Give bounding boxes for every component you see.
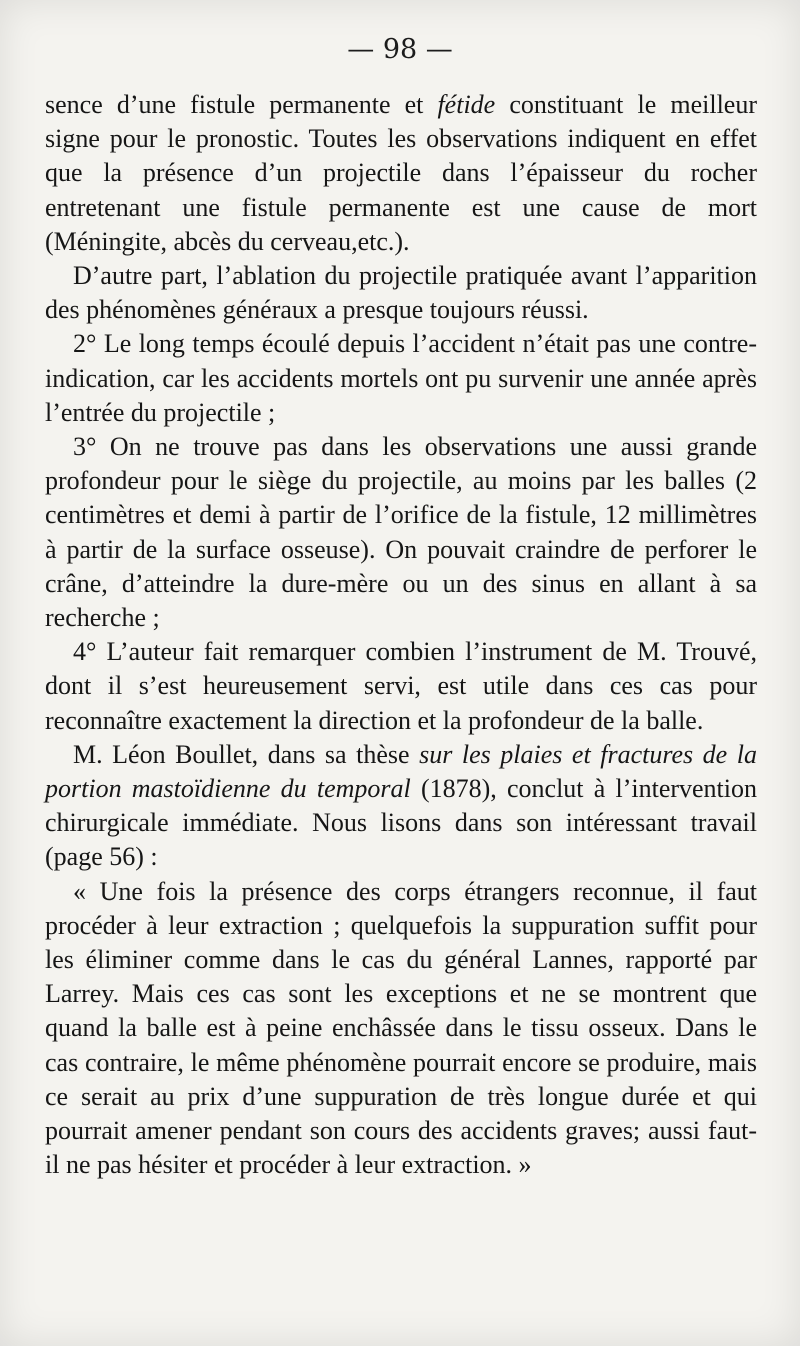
paragraph-text: D’autre part, l’ablation du projectile pratiquée avant l’apparition des phénomènes généraux a presque toujours réussi. <box>45 261 757 325</box>
paragraph-p4 <box>45 430 757 635</box>
paragraph-text: sence d’une fistule permanente et <box>45 90 438 119</box>
paragraph-p6 <box>45 738 757 875</box>
paragraph-p7 <box>45 875 757 1183</box>
italic-text: sur les plaies et fractures de la portion mastoïdienne du temporal <box>45 739 757 804</box>
paragraph-text: (1878), conclut à l’intervention chirurgicale immédiate. Nous lisons dans son intéressant travail (page 56) : <box>45 774 758 872</box>
italic-text: fétide <box>437 90 496 119</box>
paragraph-text: M. Léon Boullet, dans sa thèse <box>73 739 420 769</box>
paragraph-text: « Une fois la présence des corps étrangers reconnue, il faut procéder à leur extraction ; quelquefois la suppuration suffit pour les éliminer comme dans le cas du général Lannes, rapporté par Larrey. Mais ces cas sont les exceptions et ne se montrent que quand la balle est à peine enchâssée dans le tissu osseux. Dans le cas contraire, le même phénomène pourrait encore se produire, mais ce serait au prix d’une suppuration de très longue durée et qui pourrait amener pendant son cours des accidents graves; aussi faut-il ne pas hésiter et procéder à leur extraction. » <box>45 876 757 1180</box>
paragraph-p3 <box>45 327 757 430</box>
paragraph-p5 <box>45 635 757 738</box>
page-number: — 98 — <box>347 34 453 65</box>
paragraph-p2 <box>45 259 757 327</box>
paragraph-text: 4° L’auteur fait remarquer combien l’instrument de M. Trouvé, dont il s’est heureusement servi, est utile dans ces cas pour reconnaître exactement la direction et la profondeur de la balle. <box>45 637 757 735</box>
paragraph-text: constituant le meilleur signe pour le pronostic. Toutes les observations indiquent en effet que la présence d’un projectile dans l’épaisseur du rocher entretenant une fistule permanente est une cause de mort (Méningite, abcès du cerveau,etc.). <box>45 90 758 256</box>
paragraph-p1 <box>45 88 757 259</box>
body-text <box>45 88 757 1183</box>
paragraph-text: 3° On ne trouve pas dans les observations une aussi grande profondeur pour le siège du projectile, au moins par les balles (2 centimètres et demi à partir de l’orifice de la fistule, 12 millimètres à partir de la surface osseuse). On pouvait craindre de perforer le crâne, d’atteindre la dure-mère ou un des sinus en allant à sa recherche ; <box>45 432 757 633</box>
paragraph-text: 2° Le long temps écoulé depuis l’accident n’était pas une contre-indication, car les accidents mortels ont pu survenir une année après l’entrée du projectile ; <box>45 329 757 427</box>
